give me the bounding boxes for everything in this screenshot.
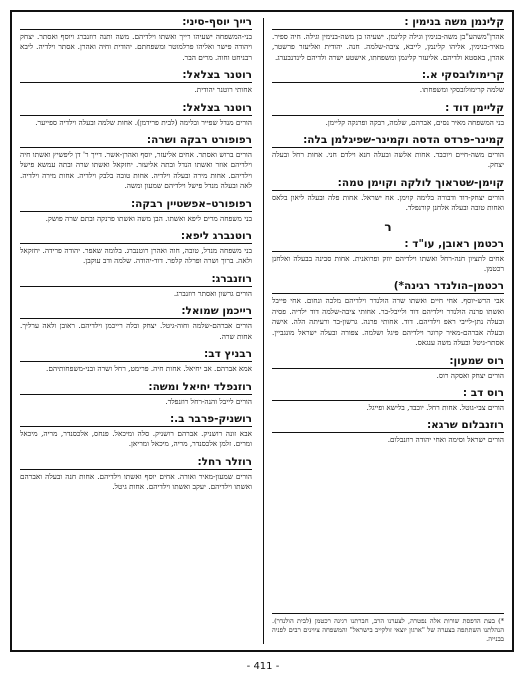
entry-heading: רייכמן שמואל: bbox=[20, 305, 252, 319]
entry-body: בני-המשפחה ישעיהו רייך ואשתו וילדיהם. משה ותנה רוזנברג ויוסף ואסתר. יצחק ויהודה פישר ואליהו פרלמוטר ומשפחתם. יהודית וחיה ואהרן. אסתר וילדיה. ליבא רבניחט וחוה. מרים הבר. bbox=[20, 32, 252, 62]
entry-heading: רוס שמעון: bbox=[272, 355, 504, 369]
entry-heading: רוזנפלד יחיאל ומשה: bbox=[20, 381, 252, 395]
entry-heading: רושניק-פרבר ב.: bbox=[20, 413, 252, 427]
entry-heading: רוס דב : bbox=[272, 387, 504, 401]
entry-heading: רוטנר בצלאל: bbox=[20, 102, 252, 116]
entry-body: הורים גרשון ואסתר רוזנברג. bbox=[173, 288, 252, 298]
entry-body: אבי הרש-יוסף. אחי חיים ואשתו שרה הולנדר וילדיהם מלכה ונחום. אחי פייבל ואשתו פרנה הולנדר וילדיהם דוד ולייבל-בר. אחותי ציבה-שלמה דוד ילדיה. פסיה ובעלה נתן-לייבי ראפ וילדיהם. דוד. אחותי פרנה. גרשון-בר ורעיתה הלה. אישה ובעלה אברהם-מאיר קרוגר וילדיהם פיגל ושלמה. צפורה ובעלה ישראל מונגביין. אסתר-גיטל ובעלה משה ענגאס. bbox=[272, 296, 504, 348]
entry-body: אחים לתציון חנה-רחל ואשתו וילדיהם יוזק ופרואנית. אחות סבינה בבעלה ואלחנן רכטמן. bbox=[272, 253, 504, 274]
memorial-entry bbox=[20, 69, 252, 95]
page-number: - 411 - bbox=[246, 661, 280, 672]
page-frame bbox=[10, 10, 514, 652]
entry-body: הורים מנדל שפייר ובלימה (לבית פרידמן). אחות שלמה ובעלה וילדיה ספייער. bbox=[35, 117, 252, 127]
entry-body: בני משפחה מרים ליפא ואשתו. הבן משה ואשתו פרנקה ובתם שרה פושק. bbox=[45, 213, 252, 223]
memorial-entry bbox=[20, 102, 252, 128]
entry-heading: רפופורט–אפשטיין רבקה: bbox=[20, 198, 252, 212]
entry-heading: רוטנברג ליפא: bbox=[20, 230, 252, 244]
section-letter: ר bbox=[384, 219, 392, 234]
memorial-entry bbox=[272, 355, 504, 381]
column-divider bbox=[263, 18, 264, 644]
footnote: *) בעת הדפסת שורות אלה נפטרה, לצערנו הרב, חברתנו רגינה רכטמן (לבית הולנדר). הנהלתנו השתתפה בצערה של "ארגון יוצאי זולקייב בישראל" והמשפחה ציוינים רבים לפניה בבנייה. bbox=[272, 613, 504, 644]
entry-body: הורים לייבל והנה-רחל רוזנפלד. bbox=[165, 396, 252, 406]
memorial-entry bbox=[20, 273, 252, 299]
entry-body: הורים אברהם-שלמה וחוה-גיטל. יצחק ובלה רייכמן וילדיהם. ראובן ולאה ערליך. אחות שרה. bbox=[20, 321, 252, 341]
memorial-entry bbox=[20, 198, 252, 224]
memorial-entry bbox=[20, 456, 252, 493]
entry-heading: רוטנר בצלאל: bbox=[20, 69, 252, 83]
memorial-entry bbox=[272, 238, 504, 275]
memorial-entry bbox=[20, 381, 252, 407]
entry-heading: רבניץ דב: bbox=[20, 348, 252, 362]
entry-body: הורים ברוש ואסתר. אחים אליעזר, יוסף ואהרן-אשר. דייך ר' דן ליפשיץ ואשתו חיה וילדיהם אוזר ואשתו הנדל ובתה אליעזר. יחזקאל ואשתו שרה ובתה עמשא פישל וילדיהם. אחות מירה ובעלה וילדיה. אחות טובה בלבק וילדיה. אחות מירה וילדיה. לאה ובעלה מנדל פישל וילדיהם שמעון ומשה. bbox=[20, 150, 252, 191]
memorial-entry bbox=[272, 177, 504, 214]
memorial-entry bbox=[272, 102, 504, 128]
entry-heading: רכטמן ראובן, עו"ד : bbox=[272, 238, 504, 252]
entry-body: אהרן"משהע"בן משה-בנימין וגילה קלינמן. ישעיהו בן משה-בנימין וגילה. חיה ספיר. מאיר-בנימין, אליהו קלינמן, לייבא, ציבה-שלמה. חנה. יהודית ואליעזר פרשטר, אהרן, באסטא ולדיהם. אליעזר קלינמן ומשפחתו, אישטע ישרה ולדיהם לינדנבערג. bbox=[272, 32, 504, 62]
memorial-entry bbox=[272, 69, 504, 95]
entry-heading: רייך יוסף-סיני: bbox=[20, 16, 252, 30]
entry-body: הורים משה-חיים ויוכבד. אחות אלשה ובעלה חנא וילדם חני. אחות רחל ובעלה יצחק. bbox=[272, 150, 504, 170]
entry-heading: רוזנבלום שרגא: bbox=[272, 419, 504, 433]
memorial-entry bbox=[20, 230, 252, 267]
entry-heading: קלינמן משה בנימין : bbox=[272, 16, 504, 30]
entry-body: הורים יצחק-דוד ודבורה בלימה קוימן. אח ישראל. אחות פלה ובעלה ליאון בלאס ואחות טובה ובעלה אלחנן קורנפלד. bbox=[272, 192, 504, 213]
entry-body: הורים ישראל וסימה ואחי יהודה רוזנבלום. bbox=[387, 435, 504, 445]
entry-heading: קוימן-שטראוך לולקה וקוימן טמה: bbox=[272, 177, 504, 191]
entry-heading: רפופורט רבקה ושרה: bbox=[20, 134, 252, 148]
memorial-entry bbox=[272, 16, 504, 63]
entry-body: שלמה קרימולובסקי ומשפחתו. bbox=[419, 85, 504, 95]
entry-body: אמא אברהם. אב יחיאל. אחות חיה. פרימט, רחל ושרה ובני-משפחותיהם. bbox=[46, 364, 252, 374]
entry-body: אחותי רוטנר יהודית. bbox=[194, 85, 252, 95]
entry-body: בני משפחה מנדל, טובה, חוה ואהרן רוטנברג. בלומה שאפר. יהודה פרידה. יחזקאל ולאה. ברוך ושרה ופרלה קלפר. דוד-יהודה. שלמה ודב עוקבן. bbox=[20, 246, 252, 266]
memorial-entry bbox=[20, 134, 252, 192]
entry-heading: קרימולובסקי א.: bbox=[272, 69, 504, 83]
entry-heading: רוזנברג: bbox=[20, 273, 252, 287]
memorial-entry bbox=[272, 134, 504, 171]
entry-heading: רכטמן–הולנדר רגינה*) bbox=[272, 280, 504, 294]
memorial-entry bbox=[272, 419, 504, 445]
memorial-entry bbox=[20, 305, 252, 342]
memorial-entry bbox=[20, 348, 252, 374]
entry-heading: קליימן דוד : bbox=[272, 102, 504, 116]
entry-body: הורים שמעון-מאיר ואורה. אחים יוסף ואשתו וילדיהם. אחות חנה ובעלה ואברהם ואשתו וילדיהם. יעקב ואשתו וילדיהם. אחות גיטל. bbox=[20, 471, 252, 492]
entry-heading: רוזלר רחל: bbox=[20, 456, 252, 470]
right-column bbox=[272, 16, 504, 646]
entry-body: הורים צבי-גוטל. אחות רחל. יוכבד, בלישא ופייגל. bbox=[366, 402, 504, 412]
memorial-entry bbox=[272, 280, 504, 348]
memorial-entry bbox=[20, 16, 252, 63]
entry-heading: קמינר-פרדס הדסה וקמינר-שפיגלמן בלה: bbox=[272, 134, 504, 148]
entry-body: בני המשפחה מאיר נסים, אברהם, שלמה, רבקה ופרנקה קליימן. bbox=[325, 117, 504, 127]
memorial-entry bbox=[272, 387, 504, 413]
left-column bbox=[20, 16, 252, 646]
memorial-entry bbox=[20, 413, 252, 450]
entry-body: אבא זונה רושניק. אברהם רושניק. סלה ומיכאל. פנחס, אלכסנדר, מריה, מיכאל ומרים. זלמן אלכסנדר, מריה, מיכאל ומריאן. bbox=[20, 428, 252, 449]
entry-body: הורים יצחק ואסקה רוס. bbox=[436, 370, 504, 380]
